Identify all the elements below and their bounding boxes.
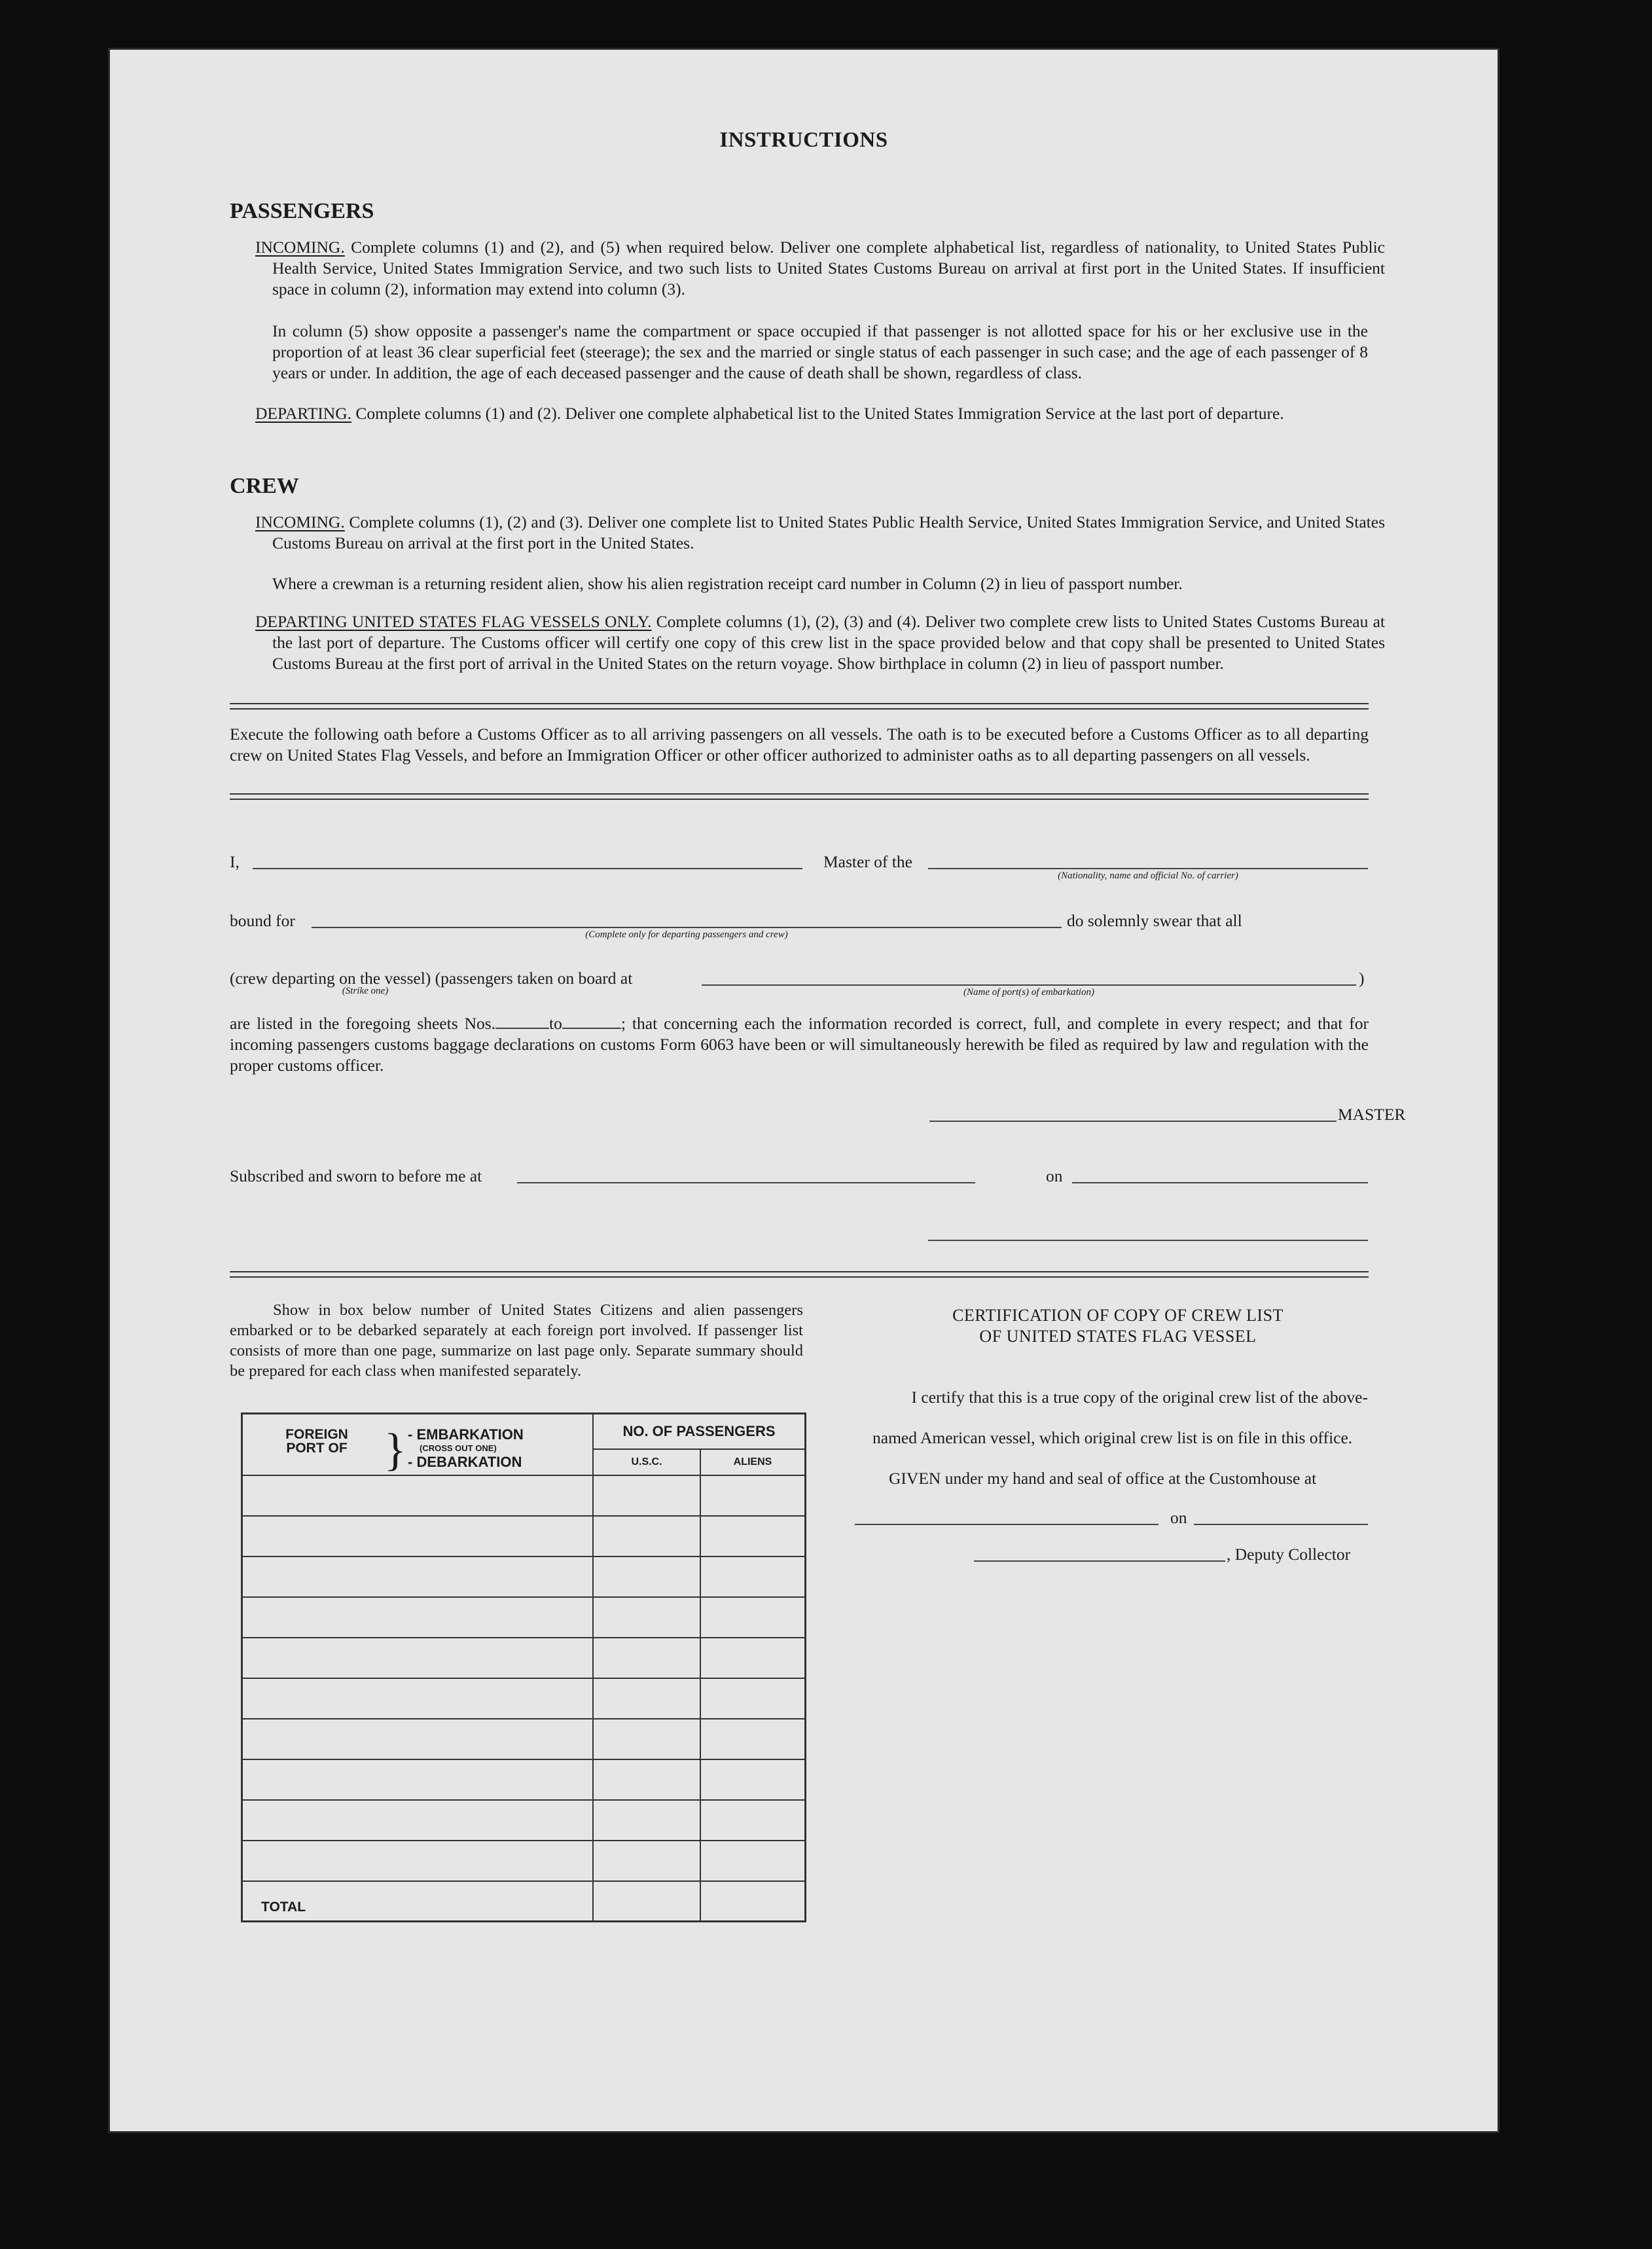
port-cell[interactable]	[242, 1678, 594, 1719]
total-label: TOTAL	[242, 1881, 594, 1922]
crew-departing-label: DEPARTING UNITED STATES FLAG VESSELS ONLY.	[255, 612, 652, 631]
section-divider	[230, 793, 1369, 800]
embarkation-label: - EMBARKATION	[408, 1426, 524, 1443]
listed-prefix: are listed in the foregoing sheets Nos.	[230, 1014, 496, 1033]
passengers-column5-paragraph: In column (5) show opposite a passenger's name the compartment or space occupied if that passenger is not allotted space for his or her exclusive use in the proportion of at least 36 clear superficial feet (steerage); the sex and the married or single status of each passenger in such case; and the age of each passenger of 8 years or under. In addition, the age of each deceased passenger and the cause of death shall be shown, regardless of class.	[272, 321, 1368, 382]
aliens-cell[interactable]	[700, 1597, 806, 1638]
section-divider	[230, 703, 1369, 710]
crew-departing-paragraph	[255, 611, 1385, 674]
bound-for-label: bound for	[230, 911, 295, 930]
given-under-hand: GIVEN under my hand and seal of office at the Customhouse at	[889, 1469, 1317, 1488]
customhouse-field[interactable]	[855, 1524, 1158, 1525]
usc-cell[interactable]	[593, 1759, 700, 1800]
oath-i-label: I,	[230, 852, 240, 871]
port-header-cell	[242, 1414, 594, 1475]
crew-departing-text: Complete columns (1), (2), (3) and (4). Deliver two complete crew lists to United States Customs Bureau at the last port of departure. The Customs officer will certify one copy of this crew list in the space provided below and that copy shall be presented to United States Customs Bureau at the first port of arrival in the United States on the return voyage. Show birthplace in column (2) in lieu of passport number.	[272, 612, 1385, 673]
close-paren: )	[1359, 969, 1365, 988]
officer-signature-field[interactable]	[928, 1240, 1368, 1241]
section-divider	[230, 1271, 1369, 1278]
aliens-cell[interactable]	[700, 1800, 806, 1841]
usc-cell[interactable]	[593, 1678, 700, 1719]
master-of-the-label: Master of the	[823, 852, 912, 871]
aliens-total-cell[interactable]	[700, 1881, 806, 1922]
sheet-to-field[interactable]	[562, 1013, 621, 1029]
usc-cell[interactable]	[593, 1597, 700, 1638]
usc-cell[interactable]	[593, 1841, 700, 1881]
master-signature-field[interactable]	[929, 1121, 1337, 1122]
aliens-cell[interactable]	[700, 1719, 806, 1759]
certify-line1: I certify that this is a true copy of the original crew list of the above-	[911, 1388, 1368, 1407]
bound-for-caption: (Complete only for departing passengers and crew)	[585, 929, 788, 940]
port-cell[interactable]	[242, 1719, 594, 1759]
listed-to: to	[549, 1014, 562, 1033]
certification-heading-line2: OF UNITED STATES FLAG VESSEL	[979, 1327, 1257, 1346]
carrier-field[interactable]	[928, 868, 1368, 869]
usc-cell[interactable]	[593, 1516, 700, 1556]
certification-on-label: on	[1170, 1508, 1187, 1527]
passengers-incoming-paragraph	[255, 237, 1385, 300]
oath-listed-paragraph	[230, 1013, 1369, 1076]
crew-heading: CREW	[230, 474, 299, 498]
master-label: MASTER	[1338, 1105, 1406, 1124]
master-name-field[interactable]	[253, 868, 802, 869]
port-cell[interactable]	[242, 1841, 594, 1881]
aliens-cell[interactable]	[700, 1556, 806, 1597]
cross-out-one-label: (CROSS OUT ONE)	[420, 1443, 497, 1453]
ports-caption: (Name of port(s) of embarkation)	[963, 987, 1094, 998]
embarkation-ports-field[interactable]	[702, 984, 1356, 986]
deputy-collector-signature-field[interactable]	[974, 1560, 1225, 1562]
aliens-cell[interactable]	[700, 1475, 806, 1516]
form-page	[110, 50, 1498, 2131]
no-of-passengers-header: NO. OF PASSENGERS	[593, 1414, 806, 1449]
sworn-on-label: on	[1046, 1166, 1063, 1185]
aliens-cell[interactable]	[700, 1759, 806, 1800]
crew-resident-paragraph: Where a crewman is a returning resident alien, show his alien registration receipt card number in Column (2) in lieu of passport number.	[272, 574, 1183, 593]
certification-date-field[interactable]	[1194, 1524, 1368, 1525]
port-cell[interactable]	[242, 1556, 594, 1597]
deputy-collector-label: , Deputy Collector	[1227, 1545, 1351, 1564]
usc-cell[interactable]	[593, 1800, 700, 1841]
listed-rest: ; that concerning each the information recorded is correct, full, and complete in every respect; and that for incoming passengers customs baggage declarations on customs Form 6063 have been or will simultaneously herewith be filed as required by law and regulation with the proper customs officer.	[230, 1014, 1369, 1075]
carrier-caption: (Nationality, name and official No. of carrier)	[1058, 871, 1238, 881]
aliens-header: ALIENS	[700, 1449, 806, 1475]
crew-departing-label: (crew departing on the vessel) (passengers taken on board at	[230, 969, 633, 988]
certification-heading-line1: CERTIFICATION OF COPY OF CREW LIST	[952, 1306, 1284, 1325]
brace-icon: }	[384, 1425, 406, 1475]
passengers-departing-label: DEPARTING.	[255, 404, 351, 423]
port-cell[interactable]	[242, 1475, 594, 1516]
crew-incoming-text: Complete columns (1), (2) and (3). Deliver one complete list to United States Public Health Service, United States Immigration Service, and United States Customs Bureau on arrival at the first port in the United States.	[272, 513, 1385, 552]
usc-cell[interactable]	[593, 1638, 700, 1678]
crew-incoming-label: INCOMING.	[255, 513, 345, 531]
sheet-from-field[interactable]	[495, 1013, 549, 1029]
page-title: INSTRUCTIONS	[719, 128, 888, 152]
passengers-heading: PASSENGERS	[230, 199, 374, 223]
crew-incoming-paragraph	[255, 512, 1385, 554]
subscribed-label: Subscribed and sworn to before me at	[230, 1166, 482, 1185]
sworn-date-field[interactable]	[1072, 1182, 1368, 1183]
passengers-departing-text: Complete columns (1) and (2). Deliver one complete alphabetical list to the United States Immigration Service at the last port of departure.	[351, 404, 1284, 423]
debarkation-label: - DEBARKATION	[408, 1454, 522, 1470]
usc-cell[interactable]	[593, 1556, 700, 1597]
sworn-place-field[interactable]	[517, 1182, 975, 1183]
summary-instructions: Show in box below number of United States Citizens and alien passengers embarked or to be debarked separately at each foreign port involved. If passenger list consists of more than one page, summarize on last page only. Separate summary should be prepared for each class when manifested separately.	[230, 1301, 803, 1380]
passenger-summary-table	[241, 1412, 806, 1922]
passengers-incoming-text: Complete columns (1) and (2), and (5) when required below. Deliver one complete alphabetical list, regardless of nationality, to United States Public Health Service, United States Immigration Service, and two such lists to United States Customs Bureau on arrival at first port in the United States. If insufficient space in column (2), information may extend into column (3).	[272, 238, 1385, 298]
aliens-cell[interactable]	[700, 1638, 806, 1678]
port-cell[interactable]	[242, 1597, 594, 1638]
port-cell[interactable]	[242, 1759, 594, 1800]
aliens-cell[interactable]	[700, 1516, 806, 1556]
certification-heading	[856, 1305, 1380, 1347]
oath-instructions: Execute the following oath before a Customs Officer as to all arriving passengers on all vessels. The oath is to be executed before a Customs Officer as to all departing crew on United States Flag Vessels, and before an Immigration Officer or other officer authorized to administer oaths as to all departing passengers on all vessels.	[230, 725, 1369, 765]
usc-cell[interactable]	[593, 1475, 700, 1516]
usc-cell[interactable]	[593, 1719, 700, 1759]
usc-total-cell[interactable]	[593, 1881, 700, 1922]
foreign-port-of-label: FOREIGN PORT OF	[285, 1427, 348, 1456]
bound-for-field[interactable]	[312, 927, 1062, 928]
port-cell[interactable]	[242, 1800, 594, 1841]
passengers-departing-paragraph	[255, 403, 1385, 424]
strike-one-caption: (Strike one)	[342, 986, 389, 996]
certify-line2: named American vessel, which original crew list is on file in this office.	[872, 1428, 1353, 1447]
port-cell[interactable]	[242, 1516, 594, 1556]
swear-label: do solemnly swear that all	[1067, 911, 1242, 930]
port-cell[interactable]	[242, 1638, 594, 1678]
usc-header: U.S.C.	[593, 1449, 700, 1475]
passengers-incoming-label: INCOMING.	[255, 238, 345, 257]
aliens-cell[interactable]	[700, 1841, 806, 1881]
aliens-cell[interactable]	[700, 1678, 806, 1719]
